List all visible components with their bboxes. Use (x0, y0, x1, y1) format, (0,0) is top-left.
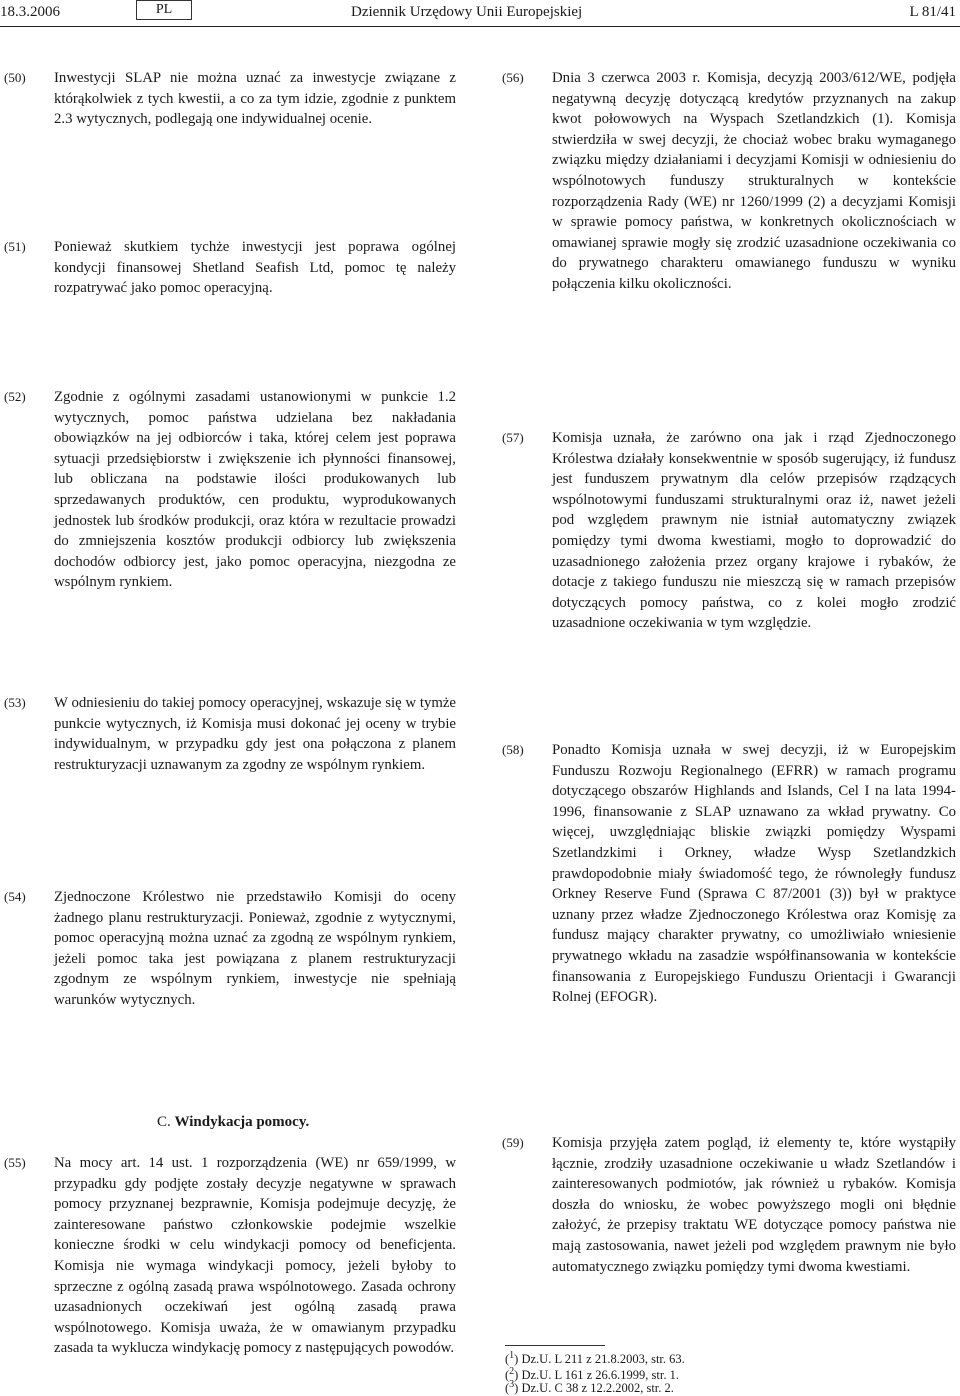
footnote-3: ($^3$) Dz.U. C 38 z 12.2.2002, str. 2. (505, 1379, 674, 1396)
paragraph-text: W odniesieniu do takiej pomocy operacyjnej, wskazuje się w tymże punkcie wytycznych, iż Komisja musi dokonać jej oceny w trybie indywidualnym, w przypadku gdy jest ona połączona z planem restrukturyzacji uznawanym za zgodny ze wspólnym rynkiem. (54, 695, 456, 773)
footnote-2: ($^2$) Dz.U. L 161 z 26.6.1999, str. 1. (505, 1366, 679, 1383)
paragraph-number: (56) (502, 70, 524, 85)
paragraph-text: Ponieważ skutkiem tychże inwestycji jest poprawa ogólnej kondycji finansowej Shetland Seafish Ltd, pomoc tę należy rozpatrywać jako pomoc operacyjną. (54, 239, 456, 297)
paragraph-number: (59) (502, 1135, 524, 1150)
paragraph-number: (51) (4, 239, 26, 254)
page-number: L 81/41 (909, 4, 956, 20)
paragraph-text: Inwestycji SLAP nie można uznać za inwestycje związane z którąkolwiek z tych kwestii, a co za tym idzie, zgodnie z punktem 2.3 wytycznych, podlegają one indywidualnej ocenie. (54, 70, 456, 128)
paragraph-number: (58) (502, 742, 524, 757)
paragraph-text: Zjednoczone Królestwo nie przedstawiło Komisji do oceny żadnego planu restrukturyzacji. Ponieważ, zgodnie z wytycznymi, pomoc operacyjną można uznać za zgodną ze wspólnym rynkiem, jeżeli pomoc taka jest powiązana z planem restrukturyzacji zgodnym ze wspólnym rynkiem, inwestycje nie spełniają warunków wytycznych. (54, 889, 456, 1008)
footnote-rule (505, 1345, 605, 1346)
section-letter: C. (157, 1114, 171, 1130)
paragraph-text: Komisja uznała, że zarówno ona jak i rząd Zjednoczonego Królestwa działały konsekwentnie w sposób sugerujący, iż fundusz jest funduszem prywatnym dla celów przepisów rządzących wspólnotowymi funduszami strukturalnymi oraz iż, nawet jeżeli pod względem prawnym nie istniał automatyczny związek pomiędzy tymi dwoma kwestiami, mogło to doprowadzić do uzasadnionego założenia przez organy krajowe i rybaków, że dotacje z takiego funduszu nie mieszczą się w ramach przepisów dotyczących pomocy państwa, co z kolei mogło zrodzić uzasadnione oczekiwania w tym względzie. (552, 430, 956, 632)
paragraph-text: Zgodnie z ogólnymi zasadami ustanowionymi w punkcie 1.2 wytycznych, pomoc państwa udzielana bez nakładania obowiązków na jej odbiorców i taka, której celem jest poprawa sytuacji przedsiębiorstw i zwiększenie ich płynności finansowej, lub obliczana na podstawie ilości produkowanych lub sprzedawanych produktów, cen produktu, wyprodukowanych jednostek lub środków produkcji, oraz która w rezultacie prowadzi do zmniejszenia kosztów produkcji odbiorcy lub zwiększenia dochodów odbiorcy jest, jako pomoc operacyjna, niezgodna ze wspólnym rynkiem. (54, 389, 456, 591)
section-title: Windykacja pomocy. (174, 1114, 310, 1130)
paragraph-number: (52) (4, 389, 26, 404)
paragraph-number: (53) (4, 695, 26, 710)
header-date: 18.3.2006 (0, 4, 60, 20)
section-heading (157, 1114, 309, 1131)
paragraph-number: (57) (502, 430, 524, 445)
paragraph-number: (54) (4, 889, 26, 904)
header-rule (0, 26, 960, 27)
paragraph-text: Ponadto Komisja uznała w swej decyzji, iż w Europejskim Funduszu Rozwoju Regionalnego (EFRR) w ramach programu dotyczącego obszarów Highlands and Islands, Cel I na lata 1994-1996, finansowanie z SLAP uznawano za wkład prywatny. Co więcej, uwzględniając bliskie związki pomiędzy Wyspami Szetlandzkimi i Orkney, władze Wysp Szetlandzkich prawdopodobnie miały świadomość tego, że równoległy fundusz Orkney Reserve Fund (Sprawa C 87/2001 (3)) był w praktyce uznany przez władze Zjednoczonego Królestwa oraz Komisję za fundusz mający charakter prywatny, co umożliwiało wniesienie prywatnego wkładu na zasadzie współfinansowania w kontekście finansowania z Europejskiego Funduszu Orientacji i Gwarancji Rolnej (EFOGR). (552, 742, 956, 1006)
footnote-1: ($^1$) Dz.U. L 211 z 21.8.2003, str. 63. (505, 1350, 685, 1367)
paragraph-text: Komisja przyjęła zatem pogląd, iż elementy te, które wystąpiły łącznie, zrodziły uzasadnione oczekiwanie u władz Szetlandów i zainteresowanych podmiotów, jak również u rybaków. Komisja doszła do wniosku, że wobec powyższego mogli oni błędnie założyć, że przepisy traktatu WE dotyczące pomocy państwa nie mają zastosowania, nawet jeżeli pod względem prawnym nie było automatycznego związku pomiędzy tymi dwoma kwestiami. (552, 1135, 956, 1275)
paragraph-number: (50) (4, 70, 26, 85)
paragraph-text: Dnia 3 czerwca 2003 r. Komisja, decyzją 2003/612/WE, podjęła negatywną decyzję dotyczącą kredytów przyznanych na zakup kwot połowowych na Wyspach Szetlandzkich (1). Komisja stwierdziła w swej decyzji, że chociaż wobec braku wymaganego związku między działaniami i decyzjami Komisji w odniesieniu do wspólnotowych funduszy strukturalnych w kontekście rozporządzenia Rady (WE) nr 1260/1999 (2) a decyzjami Komisji w sprawie pomocy państwa, w konkretnych okolicznościach w omawianej sprawie mogły się zrodzić uzasadnione oczekiwania co do prywatnego charakteru omawianego funduszu w wyniku połączenia kilku okoliczności. (552, 70, 956, 292)
paragraph-number: (55) (4, 1155, 26, 1170)
journal-title: Dziennik Urzędowy Unii Europejskiej (351, 4, 583, 20)
paragraph-text: Na mocy art. 14 ust. 1 rozporządzenia (WE) nr 659/1999, w przypadku gdy podjęte zostały decyzje negatywne w sprawach pomocy przyznanej bezprawnie, Komisja podejmuje decyzję, że zainteresowane państwo członkowskie podejmie wszelkie konieczne środki w celu windykacji pomocy od beneficjenta. Komisja nie wymaga windykacji pomocy, jeżeli byłoby to sprzeczne z ogólną zasadą prawa wspólnotowego. Zasada ochrony uzasadnionych oczekiwań jest ogólną zasadą prawa wspólnotowego. Komisja uważa, że w omawianym przypadku zasada ta wyklucza windykację pomocy z następujących powodów. (54, 1155, 456, 1357)
language-badge: PL (136, 0, 192, 20)
